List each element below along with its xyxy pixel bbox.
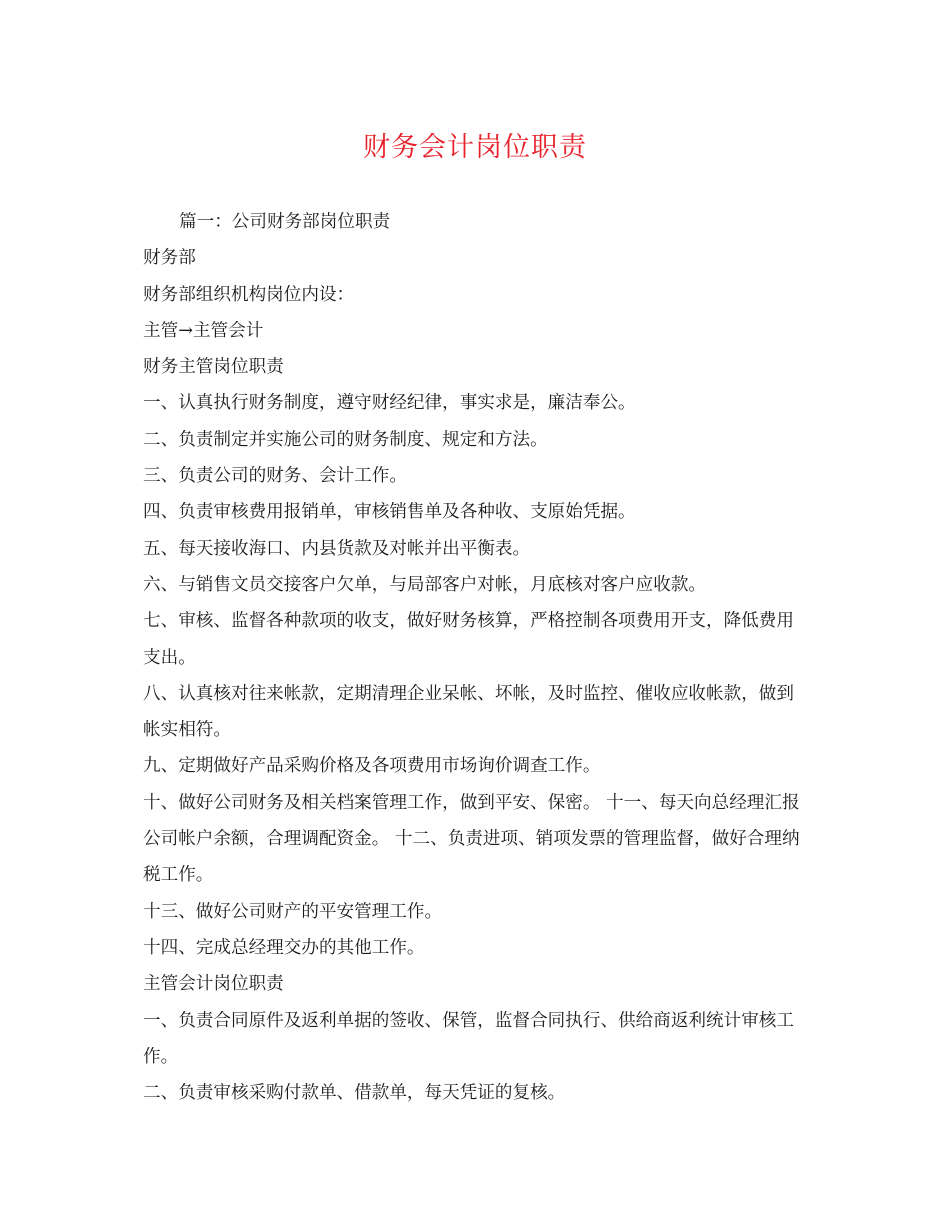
list-item: 九、定期做好产品采购价格及各项费用市场询价调查工作。 [143, 756, 601, 777]
paragraph: 财务部组织机构岗位内设： [143, 284, 355, 305]
list-item: 三、负责公司的财务、会计工作。 [143, 466, 407, 487]
list-item: 十三、做好公司财产的平安管理工作。 [143, 901, 443, 922]
paragraph: 财务部 [143, 248, 196, 269]
document-body [143, 204, 803, 1111]
list-item: 七、审核、监督各种款项的收支，做好财务核算，严格控制各项费用开支，降低费用支出。 [143, 611, 794, 668]
list-item: 五、每天接收海口、内县货款及对帐并出平衡表。 [143, 538, 531, 559]
list-item: 二、负责审核采购付款单、借款单，每天凭证的复核。 [143, 1083, 566, 1104]
list-item: 八、认真核对往来帐款，定期清理企业呆帐、坏帐，及时监控、催收应收帐款，做到帐实相符。 [143, 683, 794, 741]
section-heading: 篇一：公司财务部岗位职责 [179, 212, 391, 232]
document-title: 财务会计岗位职责 [363, 132, 587, 163]
list-item: 四、负责审核费用报销单，审核销售单及各种收、支原始凭据。 [143, 502, 636, 523]
paragraph: 主管→主管会计 [143, 320, 264, 341]
subsection-heading: 主管会计岗位职责 [143, 974, 284, 995]
subsection-heading: 财务主管岗位职责 [143, 357, 284, 378]
list-item: 一、认真执行财务制度，遵守财经纪律，事实求是，廉洁奉公。 [143, 393, 636, 414]
list-item: 一、负责合同原件及返利单据的签收、保管，监督合同执行、供给商返利统计审核工作。 [143, 1010, 794, 1067]
list-item: 十四、完成总经理交办的其他工作。 [143, 937, 425, 958]
list-item: 六、与销售文员交接客户欠单，与局部客户对帐，月底核对客户应收款。 [143, 574, 707, 595]
list-item: 十、做好公司财务及相关档案管理工作，做到平安、保密。 十一、每天向总经理汇报公司帐户余额，合理调配资金。 十二、负责进项、销项发票的管理监督，做好合理纳税工作。 [143, 792, 800, 886]
list-item: 二、负责制定并实施公司的财务制度、规定和方法。 [143, 429, 548, 450]
